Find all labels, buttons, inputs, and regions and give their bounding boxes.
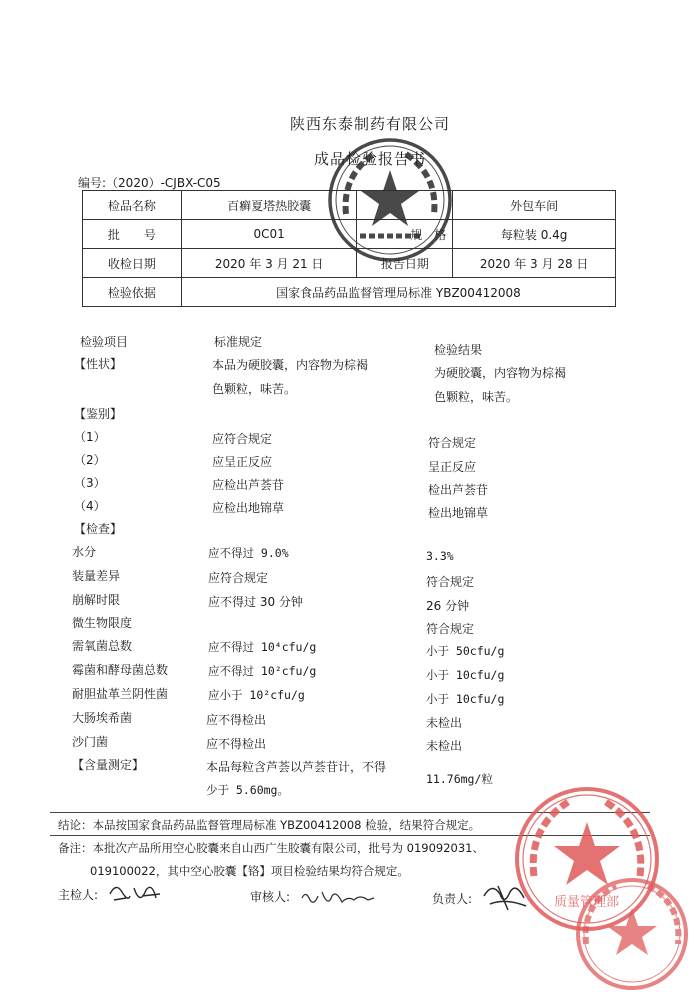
check-item: 耐胆盐革兰阴性菌 xyxy=(72,687,169,701)
department: 外包车间 xyxy=(453,191,616,220)
id-item: （4） xyxy=(74,499,106,513)
check-standard: 应不得过 10²cfu/g xyxy=(208,664,317,678)
qa-seal-partial xyxy=(572,874,690,992)
reviewer-label: 审核人: xyxy=(250,890,291,904)
check-standard: 应不得过 30 分钟 xyxy=(208,595,303,609)
column-item: 检验项目 xyxy=(80,335,129,349)
report-title: 成品检验报告书 xyxy=(313,150,426,168)
check-standard: 应小于 10²cfu/g xyxy=(208,688,305,702)
qa-seal-text: 质量管理部 xyxy=(554,895,620,910)
id-item: （3） xyxy=(74,476,106,490)
appearance-result-line2: 色颗粒，味苦。 xyxy=(434,390,519,404)
id-result: 检出地锦草 xyxy=(428,506,489,520)
report-code-value: （2020）-CJBX-C05 xyxy=(106,176,221,190)
check-result: 符合规定 xyxy=(426,575,475,589)
batch-number: 0C01 xyxy=(181,220,357,249)
check-item: 崩解时限 xyxy=(72,593,121,607)
check-result: 3.3% xyxy=(426,549,454,563)
check-item: 水分 xyxy=(72,545,97,559)
check-result: 符合规定 xyxy=(426,622,475,636)
section-appearance: 【性状】 xyxy=(74,357,123,371)
remark-line1: 备注：本批次产品所用空心胶囊来自山西广生胶囊有限公司，批号为 019092031、 xyxy=(58,841,485,855)
receive-date: 2020 年 3 月 21 日 xyxy=(181,249,357,278)
check-item: 微生物限度 xyxy=(72,616,133,630)
id-result: 检出芦荟苷 xyxy=(428,483,489,497)
table-row xyxy=(83,278,616,307)
responsible-label: 负责人: xyxy=(432,892,473,906)
remark-line2: 019100022，其中空心胶囊【铬】项目检验结果均符合规定。 xyxy=(90,864,409,878)
check-standard: 应不得检出 xyxy=(206,713,267,727)
company-name: 陕西东泰制药有限公司 xyxy=(289,115,450,133)
inspector-signature xyxy=(106,878,166,908)
product-name: 百癣夏塔热胶囊 xyxy=(181,191,357,220)
check-item: 霉菌和酵母菌总数 xyxy=(72,663,169,677)
appearance-result-line1: 为硬胶囊，内容物为棕褐 xyxy=(434,366,567,380)
check-result: 未检出 xyxy=(426,716,463,730)
appearance-standard-line1: 本品为硬胶囊，内容物为棕褐 xyxy=(212,358,369,372)
id-standard: 应符合规定 xyxy=(212,432,273,446)
section-identification: 【鉴别】 xyxy=(74,407,123,421)
spec-value: 每粒装 0.4g xyxy=(453,220,616,249)
id-item: （2） xyxy=(74,453,106,467)
product-name-label: 检品名称 xyxy=(83,191,182,220)
check-standard: 应不得检出 xyxy=(206,737,267,751)
appearance-standard-line2: 色颗粒，味苦。 xyxy=(212,382,297,396)
assay-result: 11.76mg/粒 xyxy=(426,772,493,786)
spec-label: 规 格 xyxy=(357,220,453,249)
check-item: 大肠埃希菌 xyxy=(72,711,133,725)
check-result: 小于 50cfu/g xyxy=(426,644,505,658)
column-result: 检验结果 xyxy=(434,343,483,357)
id-item: （1） xyxy=(74,430,106,444)
assay-standard-line2: 少于 5.60mg。 xyxy=(206,783,289,797)
check-result: 小于 10cfu/g xyxy=(426,668,505,682)
id-standard: 应检出芦荟苷 xyxy=(212,478,285,492)
id-result: 符合规定 xyxy=(428,436,477,450)
id-standard: 应检出地锦草 xyxy=(212,501,285,515)
reviewer-signature xyxy=(298,884,378,910)
check-item: 沙门菌 xyxy=(72,735,109,749)
report-code-label: 编号: xyxy=(78,176,107,190)
check-result: 未检出 xyxy=(426,739,463,753)
report-code xyxy=(78,174,221,191)
check-standard: 应符合规定 xyxy=(208,571,269,585)
check-result: 小于 10cfu/g xyxy=(426,692,505,706)
basis-value: 国家食品药品监督管理局标准 YBZ00412008 xyxy=(181,278,615,307)
report-date-label: 报告日期 xyxy=(357,249,453,278)
batch-label: 批 号 xyxy=(83,220,182,249)
id-standard: 应呈正反应 xyxy=(212,455,273,469)
section-check: 【检查】 xyxy=(74,522,123,536)
receive-date-label: 收检日期 xyxy=(83,249,182,278)
check-standard: 应不得过 9.0% xyxy=(208,546,289,560)
section-assay: 【含量测定】 xyxy=(72,758,145,772)
company-seal xyxy=(326,136,454,264)
check-item: 装量差异 xyxy=(72,569,121,583)
inspector-label: 主检人: xyxy=(58,888,99,902)
assay-standard-line1: 本品每粒含芦荟以芦荟苷计，不得 xyxy=(206,760,387,774)
check-result: 26 分钟 xyxy=(426,599,470,613)
conclusion: 结论：本品按国家食品药品监督管理局标准 YBZ00412008 检验，结果符合规定。 xyxy=(58,818,481,832)
check-item: 需氧菌总数 xyxy=(72,639,133,653)
check-standard: 应不得过 10⁴cfu/g xyxy=(208,640,317,654)
basis-label: 检验依据 xyxy=(83,278,182,307)
id-result: 呈正反应 xyxy=(428,460,477,474)
report-date: 2020 年 3 月 28 日 xyxy=(453,249,616,278)
column-standard: 标准规定 xyxy=(214,335,263,349)
